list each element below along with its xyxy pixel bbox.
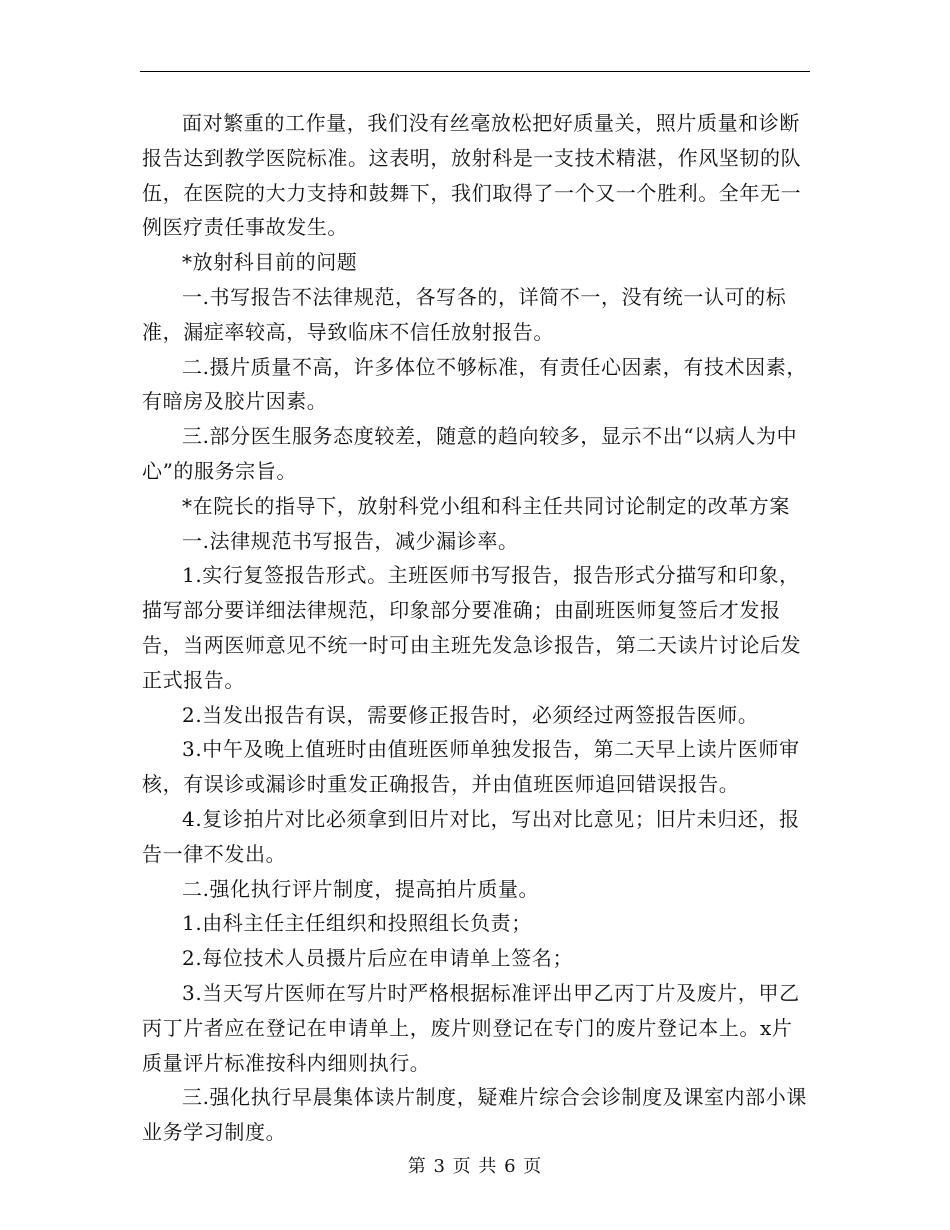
section-heading: *放射科目前的问题 (182, 250, 358, 275)
section-heading: *在院长的指导下，放射科党小组和科主任共同讨论制定的改革方案 (182, 493, 790, 518)
header-rule (140, 71, 810, 72)
paragraph: 三.部分医生服务态度较差，随意的趋向较多，显示不出“以病人为中心”的服务宗旨。 (142, 424, 798, 483)
document-body (142, 106, 812, 1150)
paragraph: 一.书写报告不法律规范，各写各的，详简不一，没有统一认可的标准，漏症率较高，导致临床不信任放射报告。 (142, 284, 787, 344)
paragraph: 2.当发出报告有误，需要修正报告时，必须经过两签报告医师。 (182, 702, 759, 727)
paragraph: 三.强化执行早晨集体读片制度，疑难片综合会诊制度及课室内部小课业务学习制度。 (142, 1085, 807, 1145)
paragraph: 二.强化执行评片制度，提高拍片质量。 (182, 876, 540, 901)
paragraph: 二.摄片质量不高，许多体位不够标准，有责任心因素，有技术因素，有暗房及胶片因素。 (142, 354, 807, 414)
paragraph: 2.每位技术人员摄片后应在申请单上签名； (182, 946, 574, 971)
paragraph: 1.由科主任主任组织和投照组长负责； (182, 911, 532, 936)
paragraph: 4.复诊拍片对比必须拿到旧片对比，写出对比意见；旧片未归还，报告一律不发出。 (142, 806, 800, 866)
page-number-footer: 第 3 页 共 6 页 (407, 1156, 543, 1177)
paragraph: 1.实行复签报告形式。主班医师书写报告，报告形式分描写和印象，描写部分要详细法律规范，印象部分要准确；由副班医师复签后才发报告，当两医师意见不统一时可由主班先发急诊报告，第二天读片讨论后发正式报告。 (142, 563, 802, 692)
paragraph: 一.法律规范书写报告，减少漏诊率。 (182, 528, 519, 553)
paragraph: 面对繁重的工作量，我们没有丝毫放松把好质量关，照片质量和诊断报告达到教学医院标准。这表明，放射科是一支技术精湛，作风坚韧的队伍，在医院的大力支持和鼓舞下，我们取得了一个又一个胜利。全年无一例医疗责任事故发生。 (142, 111, 802, 240)
paragraph: 3.当天写片医师在写片时严格根据标准评出甲乙丙丁片及废片，甲乙丙丁片者应在登记在申请单上，废片则登记在专门的废片登记本上。x片质量评片标准按科内细则执行。 (142, 980, 800, 1075)
paragraph: 3.中午及晚上值班时由值班医师单独发报告，第二天早上读片医师审核，有误诊或漏诊时重发正确报告，并由值班医师追回错误报告。 (142, 737, 800, 797)
